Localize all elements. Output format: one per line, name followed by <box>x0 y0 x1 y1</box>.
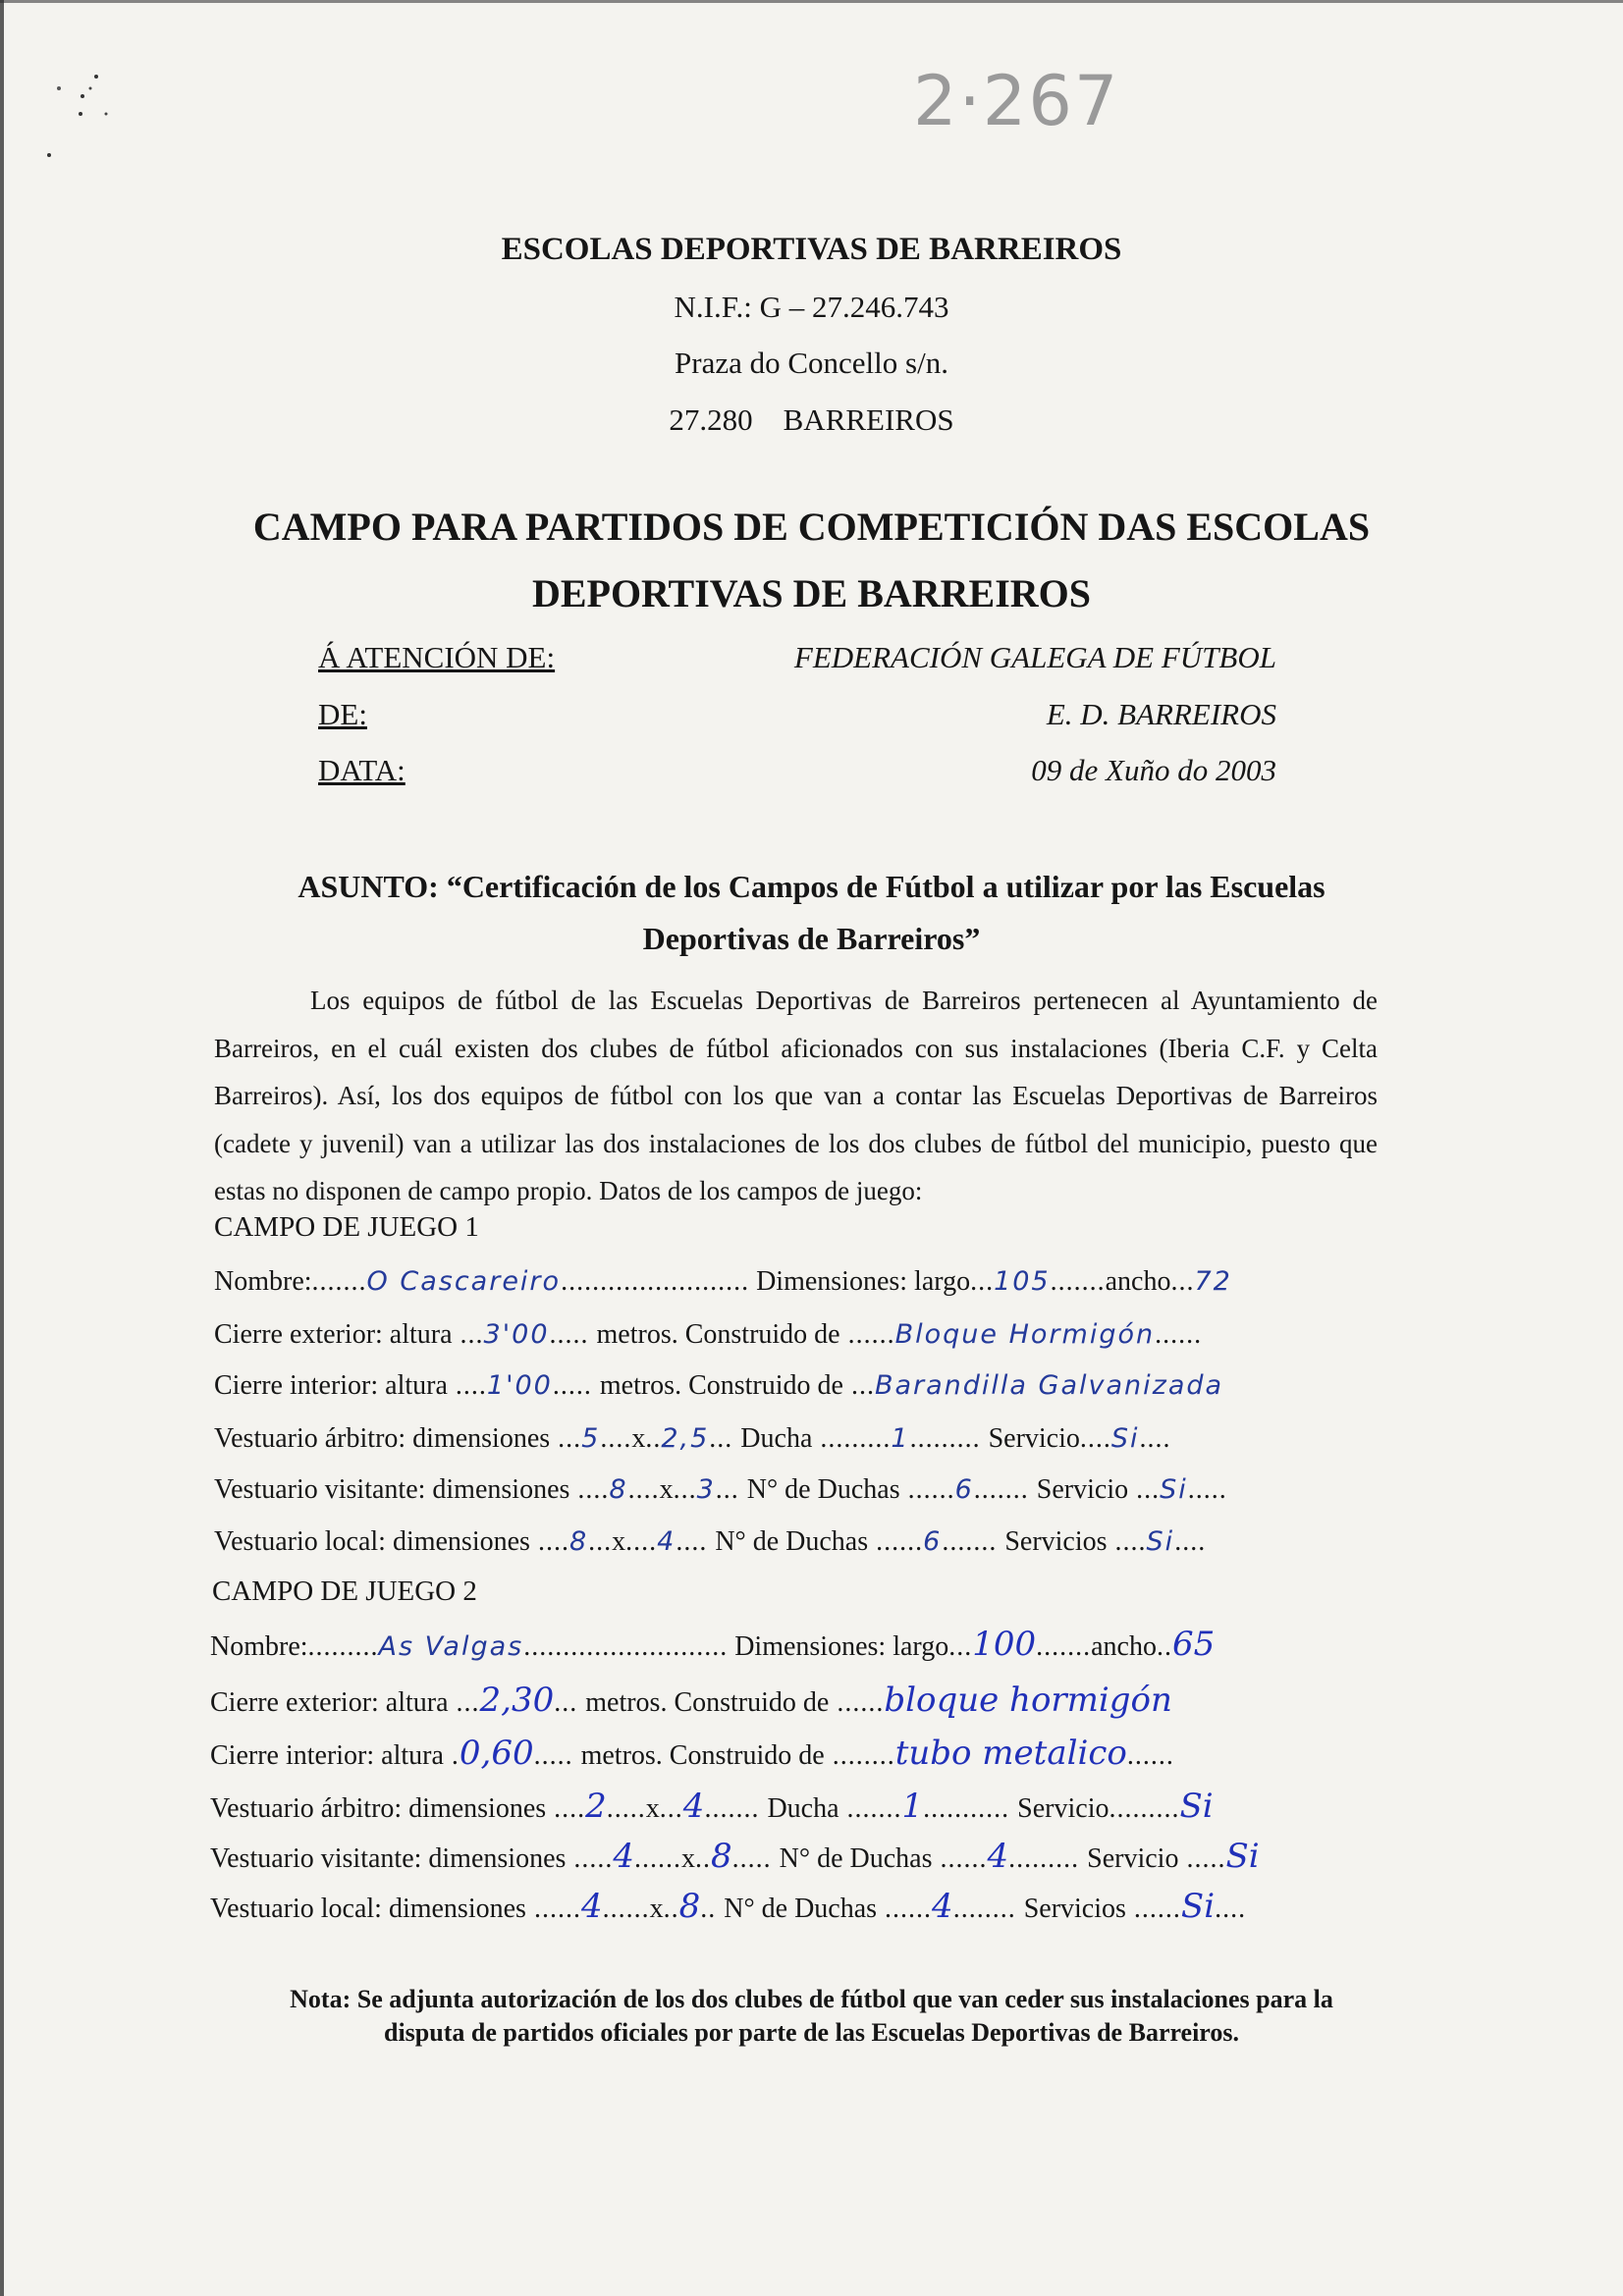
note-line-2: disputa de partidos oficiales por parte de las Escuelas Deportivas de Barreiros. <box>384 2018 1239 2047</box>
field-1-referee-a: 5 <box>581 1423 601 1454</box>
ext-fence-label: Cierre exterior: altura <box>214 1319 453 1350</box>
field-1-referee-service: Si <box>1110 1423 1140 1454</box>
from-label: DE: <box>318 697 367 731</box>
field-1-width: 72 <box>1194 1266 1232 1297</box>
field-2-ext-fence-material: bloque hormigón <box>884 1681 1172 1720</box>
field-2-name-row: Nombre:.........As Valgas.......................... Dimensiones: largo...100.......ancho..65 <box>210 1625 1216 1664</box>
note-line-1: Nota: Se adjunta autorización de los dos clubes de fútbol que van ceder sus instalaciones para la <box>290 1985 1333 2013</box>
field-1-referee-row: Vestuario árbitro: dimensiones ...5....x..2,5... Ducha .........1......... Servicio....Si.... <box>214 1423 1171 1454</box>
ext-fence-label: Cierre exterior: altura <box>210 1687 449 1718</box>
scan-edge-left <box>0 0 4 2296</box>
intro-text: Los equipos de fútbol de las Escuelas Deportivas de Barreiros pertenecen al Ayuntamiento de Barreiros, en el cuál existen dos clubes de fútbol aficionados con sus instalaciones (Iberia C.F. y Celta Barreiros). Así, los dos equipos de fútbol con los que van a contar las Escuelas Deportivas de Barreiros (cadete y juvenil) van a utilizar las dos instalaciones de los dos clubes de fútbol del municipio, puesto que estas no disponen de campo propio. Datos de los campos de juego: <box>214 986 1378 1205</box>
name-label: Nombre: <box>210 1631 308 1662</box>
field-2-visitor-a: 4 <box>613 1837 635 1876</box>
field-1-referee-b: 2,5 <box>661 1423 710 1454</box>
service-label: Servicio <box>988 1423 1080 1454</box>
field-2-referee-a: 2 <box>585 1787 607 1826</box>
meters-label: metros. Construido de <box>596 1319 840 1350</box>
org-name: ESCOLAS DEPORTIVAS DE BARREIROS <box>501 232 1122 267</box>
x-label: x <box>645 1793 660 1824</box>
field-2-width: 65 <box>1171 1625 1216 1664</box>
handwritten-annotation: 2·267 <box>913 61 1120 141</box>
name-label: Nombre: <box>214 1266 312 1297</box>
field-1-ext-fence-row: Cierre exterior: altura ...3'00..... metros. Construido de ......Bloque Hormigón...... <box>214 1319 1203 1350</box>
field-2-name: As Valgas <box>378 1631 524 1662</box>
field-2-referee-shower: 1 <box>901 1787 924 1826</box>
intro-paragraph <box>214 977 1378 1215</box>
service-label: Servicio <box>1087 1843 1179 1874</box>
service-label: Servicio <box>1017 1793 1109 1824</box>
field-1-name-row: Nombre:.......O Cascareiro........................ Dimensiones: largo...105.......ancho...72 <box>214 1266 1232 1297</box>
field-1-local-row: Vestuario local: dimensiones ....8...x....4.... N° de Duchas ......6....... Servicios ....Si.... <box>214 1526 1207 1557</box>
field-2-int-fence-material: tubo metalico <box>894 1734 1127 1773</box>
subject-line-2: Deportivas de Barreiros” <box>642 921 981 956</box>
title-line-2: DEPORTIVAS DE BARREIROS <box>531 571 1092 615</box>
field-1-local-showers: 6 <box>923 1526 943 1557</box>
field-2-ext-fence-height: 2,30 <box>479 1681 555 1720</box>
field-2-visitor-row: Vestuario visitante: dimensiones .....4......x..8..... N° de Duchas ......4......... Servicio .....Si <box>210 1837 1260 1876</box>
int-fence-label: Cierre interior: altura <box>214 1370 448 1401</box>
services-label: Servicios <box>1004 1526 1108 1557</box>
field-2-int-fence-height: 0,60 <box>459 1734 534 1773</box>
showers-label: N° de Duchas <box>779 1843 933 1874</box>
field-1-referee-shower: 1 <box>891 1423 910 1454</box>
field-1-visitor-service: Si <box>1160 1474 1188 1505</box>
scan-edge-top <box>0 0 1623 3</box>
int-fence-label: Cierre interior: altura <box>210 1740 444 1771</box>
org-nif: N.I.F.: G – 27.246.743 <box>674 290 949 324</box>
title-line-1: CAMPO PARA PARTIDOS DE COMPETICIÓN DAS ESCOLAS <box>252 505 1371 549</box>
visitor-label: Vestuario visitante: dimensiones <box>214 1474 570 1505</box>
field-1-name: O Cascareiro <box>366 1266 562 1297</box>
referee-label: Vestuario árbitro: dimensiones <box>210 1793 547 1824</box>
field-2-length: 100 <box>972 1625 1037 1664</box>
field-2-local-showers: 4 <box>932 1887 953 1926</box>
date-value: 09 de Xuño do 2003 <box>1031 753 1276 787</box>
x-label: x <box>681 1843 696 1874</box>
field-1-int-fence-row: Cierre interior: altura ....1'00..... metros. Construido de ...Barandilla Galvanizada <box>214 1370 1224 1401</box>
field-2-referee-row: Vestuario árbitro: dimensiones ....2.....x...4....... Ducha .......1........... Servicio.........Si <box>210 1787 1214 1826</box>
field-2-local-services: Si <box>1180 1887 1216 1926</box>
field-2-referee-b: 4 <box>682 1787 705 1826</box>
scan-specks <box>39 59 157 177</box>
visitor-label: Vestuario visitante: dimensiones <box>210 1843 567 1874</box>
services-label: Servicios <box>1023 1894 1126 1924</box>
meters-label: metros. Construido de <box>599 1370 843 1401</box>
field-1-int-fence-height: 1'00 <box>486 1370 553 1401</box>
x-label: x <box>659 1474 674 1505</box>
field-1-visitor-b: 3 <box>696 1474 716 1505</box>
subject-line-1: ASUNTO: “Certificación de los Campos de Fútbol a utilizar por las Escuelas <box>298 869 1325 904</box>
org-address: Praza do Concello s/n. <box>675 346 948 380</box>
field-1-local-services: Si <box>1146 1526 1175 1557</box>
meters-label: metros. Construido de <box>585 1687 830 1718</box>
meters-label: metros. Construido de <box>580 1740 825 1771</box>
field-2-visitor-showers: 4 <box>987 1837 1009 1876</box>
attention-value: FEDERACIÓN GALEGA DE FÚTBOL <box>793 640 1276 674</box>
x-label: x <box>649 1894 664 1924</box>
field-1-visitor-showers: 6 <box>954 1474 974 1505</box>
service-label: Servicio <box>1036 1474 1129 1505</box>
org-postal: 27.280 BARREIROS <box>669 402 954 437</box>
field-2-int-fence-row: Cierre interior: altura .0,60..... metros. Construido de ........tubo metalico...... <box>210 1734 1174 1773</box>
from-value: E. D. BARREIROS <box>1046 697 1276 731</box>
field-1-length: 105 <box>994 1266 1051 1297</box>
showers-label: N° de Duchas <box>724 1894 878 1924</box>
field-2-visitor-b: 8 <box>711 1837 732 1876</box>
field-2-visitor-service: Si <box>1225 1837 1260 1876</box>
local-label: Vestuario local: dimensiones <box>214 1526 530 1557</box>
showers-label: N° de Duchas <box>746 1474 900 1505</box>
field-1-ext-fence-height: 3'00 <box>483 1319 550 1350</box>
field-2-local-row: Vestuario local: dimensiones ......4......x..8.. N° de Duchas ......4........ Servicios ......Si.... <box>210 1887 1247 1926</box>
field-2-ext-fence-row: Cierre exterior: altura ...2,30... metros. Construido de ......bloque hormigón <box>210 1681 1172 1720</box>
shower-label: Ducha <box>767 1793 839 1824</box>
width-label: ancho <box>1105 1266 1171 1297</box>
field-1-heading: CAMPO DE JUEGO 1 <box>214 1211 479 1243</box>
showers-label: N° de Duchas <box>715 1526 869 1557</box>
x-label: x <box>631 1423 646 1454</box>
width-label: ancho <box>1091 1631 1157 1662</box>
field-1-local-b: 4 <box>657 1526 676 1557</box>
field-1-visitor-row: Vestuario visitante: dimensiones ....8....x...3... N° de Duchas ......6....... Servicio ...Si..... <box>214 1474 1227 1505</box>
local-label: Vestuario local: dimensiones <box>210 1894 526 1924</box>
length-label: Dimensiones: largo <box>756 1266 971 1297</box>
field-2-local-a: 4 <box>580 1887 603 1926</box>
date-label: DATA: <box>318 753 406 787</box>
field-2-heading: CAMPO DE JUEGO 2 <box>212 1575 477 1607</box>
length-label: Dimensiones: largo <box>734 1631 949 1662</box>
field-1-ext-fence-material: Bloque Hormigón <box>894 1319 1156 1350</box>
field-1-local-a: 8 <box>568 1526 589 1557</box>
field-1-visitor-a: 8 <box>609 1474 628 1505</box>
field-2-referee-service: Si <box>1179 1787 1214 1826</box>
x-label: x <box>612 1526 626 1557</box>
field-1-int-fence-material: Barandilla Galvanizada <box>874 1370 1224 1401</box>
field-2-local-b: 8 <box>678 1887 701 1926</box>
shower-label: Ducha <box>740 1423 813 1454</box>
referee-label: Vestuario árbitro: dimensiones <box>214 1423 551 1454</box>
attention-label: Á ATENCIÓN DE: <box>318 640 556 674</box>
